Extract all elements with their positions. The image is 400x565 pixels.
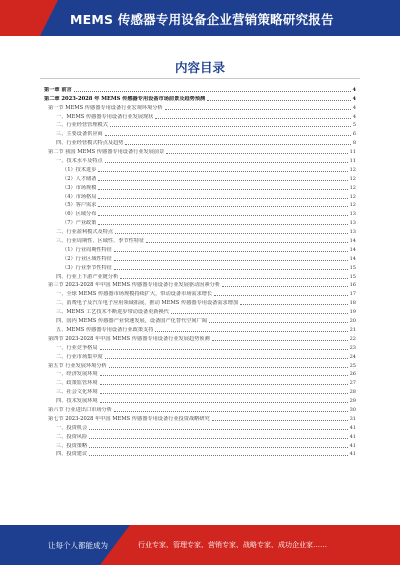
- toc-entry-page: 21: [349, 326, 356, 333]
- toc-entry-page: 5: [352, 122, 356, 129]
- toc-entry-page: 4: [352, 104, 356, 111]
- toc-entry-page: 19: [349, 309, 356, 316]
- toc-leader-dots: [98, 198, 347, 199]
- toc-leader-dots: [105, 162, 348, 163]
- toc-entry-page: 41: [349, 424, 356, 431]
- toc-leader-dots: [207, 100, 350, 101]
- toc-entry[interactable]: [44, 138, 356, 147]
- toc-entry-page: 25: [349, 362, 356, 369]
- toc-entry-title: 第三节 2023-2028 年中国 MEMS 传感器专用设备行业发展驱动因素分析: [48, 282, 221, 289]
- toc-leader-dots: [212, 420, 348, 421]
- toc-entry[interactable]: [44, 361, 356, 370]
- toc-entry-title: （1）技术进步: [62, 166, 97, 173]
- toc-entry[interactable]: [44, 85, 356, 94]
- toc-entry-title: （2）行业区域性特征: [62, 255, 112, 262]
- toc-entry-page: 17: [349, 291, 356, 298]
- toc-entry-page: 20: [349, 318, 356, 325]
- toc-entry-page: 30: [349, 406, 356, 413]
- toc-entry-page: 14: [349, 246, 356, 253]
- toc-entry-page: 15: [349, 264, 356, 271]
- toc-leader-dots: [222, 286, 348, 287]
- toc-entry[interactable]: [44, 165, 356, 174]
- toc-entry-page: 41: [349, 451, 356, 458]
- toc-entry-title: 三、社会文化环境: [56, 389, 98, 396]
- toc-leader-dots: [115, 233, 348, 234]
- toc-entry[interactable]: [44, 174, 356, 183]
- toc-leader-dots: [98, 189, 347, 190]
- toc-leader-dots: [166, 153, 347, 154]
- report-header: [0, 0, 400, 36]
- header-accent: [0, 0, 40, 36]
- toc-entry[interactable]: [44, 334, 356, 343]
- toc-entry-title: 第二节 我国 MEMS 传感器专用设备行业发展前景: [48, 149, 165, 156]
- toc-entry-page: 12: [349, 175, 356, 182]
- toc-entry-title: 二、行业盈利模式及特点: [56, 229, 114, 236]
- toc-entry-page: 4: [352, 113, 356, 120]
- toc-entry[interactable]: [44, 316, 356, 325]
- toc-entry-title: （1）行业周期性特征: [62, 246, 112, 253]
- toc-entry[interactable]: [44, 450, 356, 459]
- footer-tagline: 行业专家、管理专家、营销专家、战略专家、成功企业家……: [138, 541, 327, 549]
- toc-leader-dots: [212, 340, 348, 341]
- toc-entry[interactable]: [44, 112, 356, 121]
- toc-entry[interactable]: [44, 254, 356, 263]
- toc-entry[interactable]: [44, 245, 356, 254]
- toc-entry[interactable]: [44, 307, 356, 316]
- toc-leader-dots: [214, 295, 347, 296]
- toc-entry[interactable]: [44, 370, 356, 379]
- toc-entry-page: 28: [349, 389, 356, 396]
- toc-entry[interactable]: [44, 325, 356, 334]
- toc-leader-dots: [171, 313, 348, 314]
- toc-leader-dots: [114, 260, 348, 261]
- toc-leader-dots: [98, 215, 347, 216]
- toc-entry[interactable]: [44, 201, 356, 210]
- contents-divider: [40, 78, 360, 79]
- toc-leader-dots: [98, 224, 347, 225]
- toc-leader-dots: [109, 367, 348, 368]
- toc-entry-title: 第七节 2023-2028 年中国 MEMS 传感器专用设备行业投资战略研究: [48, 415, 210, 422]
- toc-leader-dots: [89, 429, 347, 430]
- toc-entry-page: 11: [349, 149, 356, 156]
- toc-entry-page: 13: [349, 211, 356, 218]
- toc-entry-page: 14: [349, 255, 356, 262]
- toc-entry-title: 五、MEMS 传感器专用设备行业政策支持: [56, 326, 154, 333]
- toc-entry[interactable]: [44, 192, 356, 201]
- toc-entry-title: 二、消费电子及汽车电子应用领域拓展，推动 MEMS 传感器专用设备需求增加: [56, 300, 239, 307]
- toc-entry[interactable]: [44, 263, 356, 272]
- toc-leader-dots: [98, 206, 347, 207]
- toc-entry-page: 18: [349, 300, 356, 307]
- toc-leader-dots: [125, 144, 350, 145]
- toc-leader-dots: [100, 384, 348, 385]
- toc-entry-page: 13: [349, 220, 356, 227]
- toc-leader-dots: [105, 135, 351, 136]
- toc-leader-dots: [114, 411, 348, 412]
- toc-entry-title: （4）市场格局: [62, 193, 97, 200]
- toc-entry[interactable]: [44, 272, 356, 281]
- toc-entry[interactable]: [44, 423, 356, 432]
- toc-entry-page: 22: [349, 335, 356, 342]
- toc-entry-title: 第四节 2023-2028 年中国 MEMS 传感器专用设备行业发展趋势预测: [48, 335, 210, 342]
- toc-entry-page: 12: [349, 166, 356, 173]
- toc-entry-title: 三、主要设备供应商: [56, 131, 103, 138]
- toc-entry-page: 41: [349, 433, 356, 440]
- toc-entry-title: （5）客户需求: [62, 202, 97, 209]
- toc-entry-page: 12: [349, 184, 356, 191]
- toc-entry-page: 15: [349, 273, 356, 280]
- toc-entry[interactable]: [44, 147, 356, 156]
- toc-entry-title: 第六节 行业进出口市场分析: [48, 406, 112, 413]
- toc-entry[interactable]: [44, 343, 356, 352]
- toc-entry-page: 12: [349, 202, 356, 209]
- toc-entry-title: 二、政策监管环境: [56, 380, 98, 387]
- toc-leader-dots: [110, 126, 351, 127]
- toc-entry-page: 24: [349, 353, 356, 360]
- toc-entry-page: 8: [352, 140, 356, 147]
- toc-entry[interactable]: [44, 156, 356, 165]
- toc-entry-page: 11: [349, 158, 356, 165]
- toc-entry-title: 一、行业竞争格局: [56, 344, 98, 351]
- toc-leader-dots: [240, 304, 348, 305]
- toc-entry-title: 一、技术水平及特点: [56, 158, 103, 165]
- toc-entry-page: 12: [349, 193, 356, 200]
- toc-leader-dots: [165, 109, 351, 110]
- toc-entry[interactable]: [44, 432, 356, 441]
- toc-leader-dots: [105, 358, 348, 359]
- contents-title: 内容目录: [174, 60, 225, 75]
- toc-entry[interactable]: [44, 405, 356, 414]
- toc-entry[interactable]: [44, 281, 356, 290]
- toc-entry[interactable]: [44, 121, 356, 130]
- toc-entry-title: 四、投资建议: [56, 451, 88, 458]
- toc-entry[interactable]: [44, 209, 356, 218]
- toc-entry-title: （3）行业季节性特征: [62, 264, 112, 271]
- toc-leader-dots: [120, 278, 347, 279]
- toc-leader-dots: [100, 349, 348, 350]
- toc-entry[interactable]: [44, 129, 356, 138]
- toc-entry[interactable]: [44, 387, 356, 396]
- toc-leader-dots: [155, 118, 350, 119]
- toc-entry[interactable]: [44, 227, 356, 236]
- toc-entry-title: 一、全球 MEMS 传感器市场规模持续扩大，带动设备市场需求增长: [56, 291, 213, 298]
- toc-entry[interactable]: [44, 396, 356, 405]
- toc-entry-title: （6）区域分布: [62, 211, 97, 218]
- toc-leader-dots: [74, 91, 351, 92]
- toc-leader-dots: [114, 251, 348, 252]
- toc-entry-title: 第二章 2023-2028 年 MEMS 传感器专用设备市场前景及趋势预测: [44, 95, 206, 102]
- toc-entry[interactable]: [44, 414, 356, 423]
- footer-slogan: 让每个人都能成为: [48, 541, 108, 550]
- report-footer: [0, 525, 400, 565]
- toc-entry[interactable]: [44, 289, 356, 298]
- toc-entry-title: 二、行业市场集中度: [56, 353, 103, 360]
- toc-entry-title: （2）人才储备: [62, 175, 97, 182]
- toc-entry-title: 一、经济发展环境: [56, 371, 98, 378]
- toc-leader-dots: [100, 393, 348, 394]
- toc-entry-title: 一、投资机会: [56, 424, 88, 431]
- toc-leader-dots: [146, 242, 347, 243]
- toc-entry-title: 三、MEMS 工艺技术不断进步带动设备更新换代: [56, 309, 169, 316]
- toc-entry-title: 第一节 MEMS 传感器专用设备行业宏观环境分析: [48, 104, 163, 111]
- toc-entry-page: 26: [349, 371, 356, 378]
- toc-entry[interactable]: [44, 183, 356, 192]
- toc-entry[interactable]: [44, 441, 356, 450]
- toc-entry-page: 29: [349, 398, 356, 405]
- toc-entry-page: 23: [349, 344, 356, 351]
- toc-leader-dots: [89, 447, 347, 448]
- toc-entry[interactable]: [44, 94, 356, 103]
- toc-entry-title: 第一章 前言: [44, 86, 72, 93]
- toc-entry-title: 三、投资策略: [56, 442, 88, 449]
- toc-entry-title: 一、MEMS 传感器专用设备行业发展现状: [56, 113, 154, 120]
- toc-leader-dots: [114, 269, 348, 270]
- toc-entry-page: 31: [349, 415, 356, 422]
- toc-leader-dots: [100, 375, 348, 376]
- toc-entry-page: 13: [349, 229, 356, 236]
- toc-entry-title: 二、行业经营管理模式: [56, 122, 108, 129]
- toc-leader-dots: [89, 438, 347, 439]
- toc-leader-dots: [98, 171, 347, 172]
- toc-entry-page: 4: [352, 95, 356, 102]
- toc-entry-title: （7）产业政策: [62, 220, 97, 227]
- toc-entry-page: 14: [349, 238, 356, 245]
- toc-entry[interactable]: [44, 236, 356, 245]
- toc-entry[interactable]: [44, 218, 356, 227]
- toc-leader-dots: [100, 402, 348, 403]
- toc-entry[interactable]: [44, 298, 356, 307]
- table-of-contents: [44, 85, 356, 458]
- toc-entry[interactable]: [44, 378, 356, 387]
- toc-leader-dots: [89, 455, 347, 456]
- toc-entry-title: 二、投资风险: [56, 433, 88, 440]
- toc-entry-page: 27: [349, 380, 356, 387]
- toc-entry-title: 四、行业经营模式特点及趋势: [56, 140, 124, 147]
- toc-entry-page: 4: [352, 86, 356, 93]
- toc-leader-dots: [209, 322, 348, 323]
- toc-entry[interactable]: [44, 103, 356, 112]
- toc-entry-title: 四、行业上下游产业链分析: [56, 273, 119, 280]
- toc-leader-dots: [98, 180, 347, 181]
- toc-entry-title: （3）市场规模: [62, 184, 97, 191]
- toc-entry-page: 6: [352, 131, 356, 138]
- toc-entry-page: 41: [349, 442, 356, 449]
- toc-entry-title: 第五节 行业发展环境分析: [48, 362, 107, 369]
- toc-entry[interactable]: [44, 352, 356, 361]
- toc-entry-title: 四、技术发展环境: [56, 398, 98, 405]
- report-title: MEMS 传感器专用设备企业营销策略研究报告: [70, 12, 334, 27]
- toc-entry-title: 三、行业周期性、区域性、季节性特征: [56, 238, 145, 245]
- toc-entry-page: 16: [349, 282, 356, 289]
- toc-entry-title: 四、国内 MEMS 传感器产业快速发展，设备国产化替代空间广阔: [56, 318, 207, 325]
- toc-leader-dots: [155, 331, 347, 332]
